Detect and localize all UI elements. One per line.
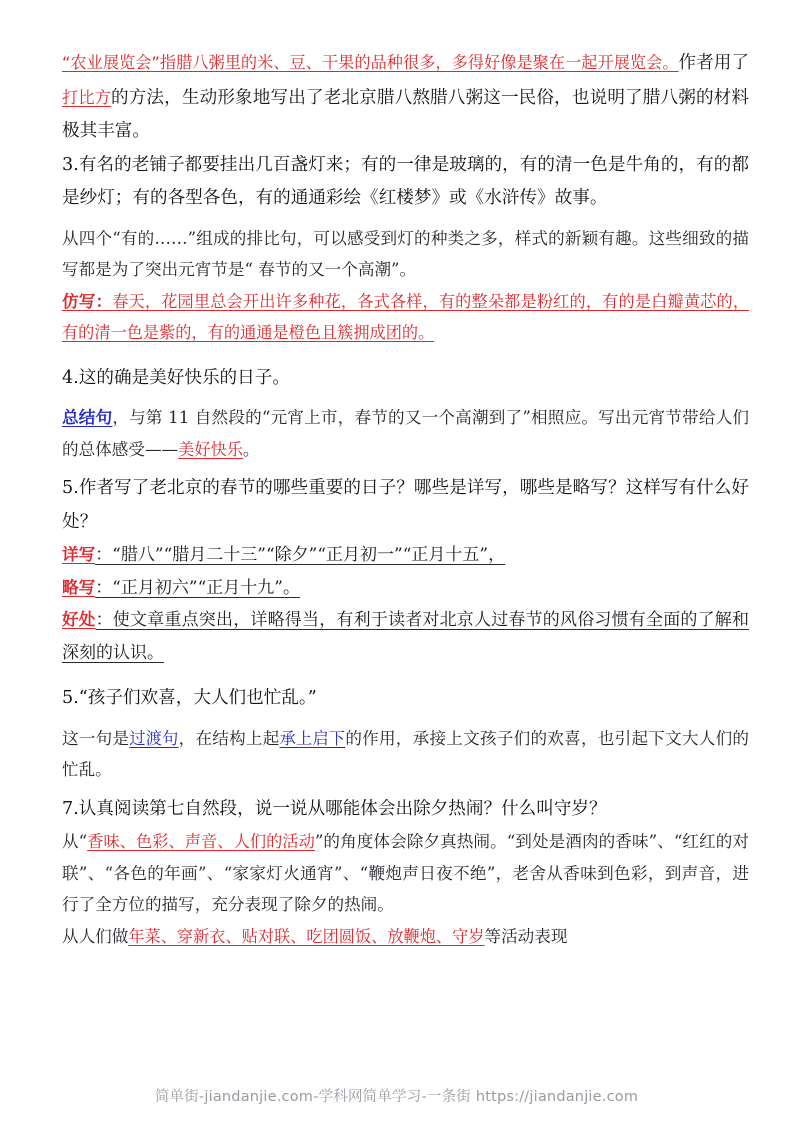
page-footer <box>0 1085 793 1106</box>
label-detailed-writing: 详写 <box>62 545 96 564</box>
text-blue-underline: 过渡句 <box>129 728 179 748</box>
text-black: 5.作者写了老北京的春节的哪些重要的日子？哪些是详写，哪些是略写？这样写有什么好处？ <box>62 478 749 532</box>
text-black: 从四个“有的……”组成的排比句，可以感受到灯的种类之多，样式的新颖有趣。这些细致的描写都是为了突出元宵节是“ 春节的又一个高潮”。 <box>62 228 749 279</box>
paragraph-question-3 <box>62 149 749 216</box>
text-black: 等活动表现 <box>484 926 568 946</box>
text-black: 的方法，生动形象地写出了老北京腊八熬腊八粥这一民俗，也说明了腊八粥的材料极其丰富。 <box>62 87 749 141</box>
paragraph-question-4 <box>62 362 749 396</box>
paragraph-question-6 <box>62 682 749 716</box>
paragraph-question-7-note <box>62 826 749 921</box>
paragraph-question-5-answer-detailed <box>62 539 749 572</box>
text-black-underline: ：“腊八”“腊月二十三”“除夕”“正月初一”“正月十五”， <box>95 545 506 565</box>
paragraph-question-6-note <box>62 723 749 786</box>
paragraph-question-5-answer-benefit <box>62 604 749 669</box>
label-imitation-writing: 仿写： <box>62 291 113 311</box>
text-red-underline: 春天，花园里总会开出许多种花，各式各样，有的整朵都是粉红的，有的是白瓣黄芯的，有的清一色是紫的，有的通通是橙色且簇拥成团的。 <box>62 291 750 342</box>
label-summary-sentence: 总结句 <box>62 408 113 427</box>
text-blue-underline: 承上启下 <box>279 728 346 748</box>
text-black: 4.这的确是美好快乐的日子。 <box>62 367 290 388</box>
text-red-underline: 打比方 <box>62 87 111 107</box>
paragraph-question-4-note <box>62 402 749 465</box>
text-black: 3.有名的老铺子都要挂出几百盏灯来；有的一律是玻璃的，有的清一色是牛角的，有的都是纱灯；有的各型各色，有的通通彩绘《红楼梦》或《水浒传》故事。 <box>62 154 749 208</box>
text-black: 从人们做 <box>62 926 129 946</box>
label-brief-writing: 略写 <box>62 577 96 597</box>
paragraph-question-7 <box>62 793 749 827</box>
text-black: ，与第 11 自然段的“元宵上市，春节的又一个高潮到了”相照应。写出元宵节带给人们的总体感受—— <box>62 408 749 459</box>
text-black: ”的角度体会除夕真热闹。“到处是酒肉的香味”、“红红的对联”、“各色的年画”、“家家灯火通宵”、“鞭炮声日夜不绝”，老舍从香味到色彩，到声音，进行了全方位的描写，充分表现了除夕的热闹。 <box>62 832 750 914</box>
text-red-underline: 年菜、穿新衣、贴对联、吃团圆饭、放鞭炮、守岁 <box>128 926 485 946</box>
text-black-underline: ：使文章重点突出，详略得当，有利于读者对北京人过春节的风俗习惯有全面的了解和深刻的认识。 <box>62 610 750 663</box>
text-red-underline: 香味、色彩、声音、人们的活动 <box>87 832 315 851</box>
paragraph-question-5-answer-brief <box>62 572 749 605</box>
text-black: 5.“孩子们欢喜，大人们也忙乱。” <box>62 688 317 708</box>
footer-watermark-left: 简单街-jiandanjie.com-学科网简单学习-一条街 <box>154 1089 471 1105</box>
text-black: 的作用，承接上文孩子们的欢喜，也引起下文大人们的忙乱。 <box>62 728 750 779</box>
paragraph-question-7-note-2 <box>62 921 749 953</box>
text-black: 。 <box>242 439 260 459</box>
text-black: ，在结构上起 <box>178 728 280 748</box>
paragraph-question-3-note <box>62 223 749 286</box>
label-benefit: 好处 <box>62 610 96 629</box>
paragraph-question-5 <box>62 472 749 539</box>
document-body <box>62 46 749 952</box>
text-black: 从“ <box>62 832 88 851</box>
text-red-underline: “农业展览会”指腊八粥里的米、豆、干果的品种很多，多得好像是聚在一起开展览会。 <box>62 53 679 72</box>
footer-watermark-right: https://jiandanjie.com <box>475 1089 639 1105</box>
text-black-underline: ：“正月初六”“正月十九”。 <box>95 577 300 598</box>
text-black: 作者用了 <box>678 53 749 73</box>
text-black: 7.认真阅读第七自然段，说一说从哪能体会出除夕热闹？什么叫守岁？ <box>62 798 607 819</box>
text-red-underline: 美好快乐 <box>178 439 243 459</box>
paragraph-question-3-answer <box>62 286 749 349</box>
paragraph-intro-red <box>62 46 749 149</box>
text-black: 这一句是 <box>62 728 130 748</box>
